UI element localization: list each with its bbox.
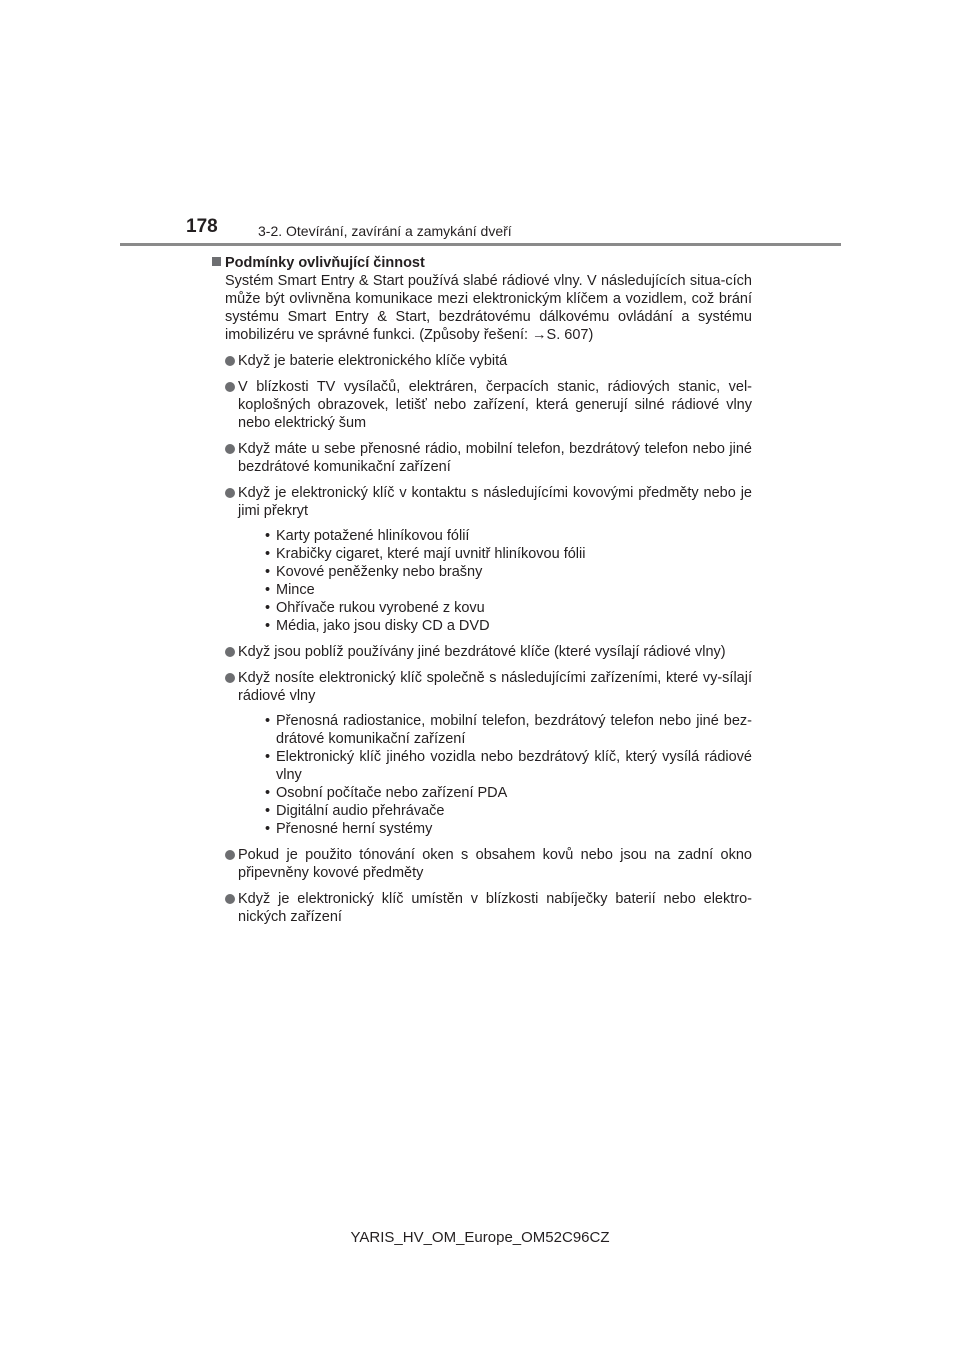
list-item-text: Když nosíte elektronický klíč společně s následujícími zařízeními, které vy-sílají rádiové vlny [238,670,752,704]
header-divider [120,243,841,246]
small-bullet-icon: • [265,546,271,562]
sub-list [238,527,752,635]
list-item [212,643,752,661]
small-bullet-icon: • [265,600,271,616]
square-bullet-icon [212,257,221,266]
small-bullet-icon: • [265,618,271,634]
sub-list-item-text: Média, jako jsou disky CD a DVD [276,618,490,634]
sub-list-item [238,599,752,617]
sub-list-item-text: Mince [276,582,315,598]
list-item-text: Když máte u sebe přenosné rádio, mobilní telefon, bezdrátový telefon nebo jiné bezdrátové komunikační zařízení [238,441,752,475]
sub-list-item [238,748,752,784]
list-item-text: Když je elektronický klíč umístěn v blízkosti nabíječky baterií nebo elektro-nických zařízení [238,891,752,925]
list-item [212,352,752,370]
small-bullet-icon: • [265,713,271,729]
section-intro: Systém Smart Entry & Start používá slabé rádiové vlny. V následujících situa-cích může být ovlivněna komunikace mezi elektronickým klíčem a vozidlem, což brání systému Smart Entry & Start, bezdrátovému dálkovému ovládání a systému imobilizéru ve správné funkci. (Způsoby řešení: →S. 607) [225,273,752,343]
sub-list-item [238,617,752,635]
section-header: 3-2. Otevírání, zavírání a zamykání dveří [258,223,512,239]
list-item [212,378,752,432]
small-bullet-icon: • [265,821,271,837]
small-bullet-icon: • [265,582,271,598]
round-bullet-icon [225,382,235,392]
section-title: Podmínky ovlivňující činnost [225,255,425,271]
sub-list-item-text: Elektronický klíč jiného vozidla nebo bezdrátový klíč, který vysílá rádiové vlny [276,749,752,783]
sub-list-item [238,712,752,748]
sub-list [238,712,752,838]
round-bullet-icon [225,673,235,683]
sub-list-item-text: Krabičky cigaret, které mají uvnitř hliníkovou fólii [276,546,586,562]
small-bullet-icon: • [265,803,271,819]
round-bullet-icon [225,647,235,657]
page-number: 178 [186,216,218,237]
round-bullet-icon [225,894,235,904]
round-bullet-icon [225,850,235,860]
sub-list-item-text: Ohřívače rukou vyrobené z kovu [276,600,485,616]
sub-list-item [238,802,752,820]
list-item-text: V blízkosti TV vysílačů, elektráren, čerpacích stanic, rádiových stanic, vel-koplošných obrazovek, letišť nebo zařízení, která generují silné rádiové vlny nebo elektrický šum [238,379,752,431]
small-bullet-icon: • [265,564,271,580]
document-id: YARIS_HV_OM_Europe_OM52C96CZ [350,1229,610,1246]
small-bullet-icon: • [265,749,271,765]
sub-list-item [238,820,752,838]
list-item [212,484,752,635]
sub-list-item [238,563,752,581]
list-item [212,440,752,476]
small-bullet-icon: • [265,785,271,801]
sub-list-item-text: Přenosné herní systémy [276,821,433,837]
round-bullet-icon [225,356,235,366]
bullet-list [212,352,752,926]
list-item [212,846,752,882]
sub-list-item [238,784,752,802]
section-title-row [212,254,752,272]
main-content [212,254,752,926]
sub-list-item-text: Digitální audio přehrávače [276,803,445,819]
list-item-text: Když jsou poblíž používány jiné bezdrátové klíče (které vysílají rádiové vlny) [238,644,726,660]
round-bullet-icon [225,444,235,454]
sub-list-item-text: Osobní počítače nebo zařízení PDA [276,785,508,801]
list-item [212,890,752,926]
sub-list-item-text: Karty potažené hliníkovou fólií [276,528,470,544]
list-item-text: Když je baterie elektronického klíče vybitá [238,353,508,369]
sub-list-item-text: Kovové peněženky nebo brašny [276,564,483,580]
small-bullet-icon: • [265,528,271,544]
list-item-text: Pokud je použito tónování oken s obsahem kovů nebo jsou na zadní okno připevněny kovové předměty [238,847,752,881]
round-bullet-icon [225,488,235,498]
list-item-text: Když je elektronický klíč v kontaktu s následujícími kovovými předměty nebo je jimi překryt [238,485,752,519]
sub-list-item [238,545,752,563]
list-item [212,669,752,838]
sub-list-item [238,581,752,599]
sub-list-item-text: Přenosná radiostanice, mobilní telefon, bezdrátový telefon nebo jiné bez-drátové komunikační zařízení [276,713,752,747]
sub-list-item [238,527,752,545]
